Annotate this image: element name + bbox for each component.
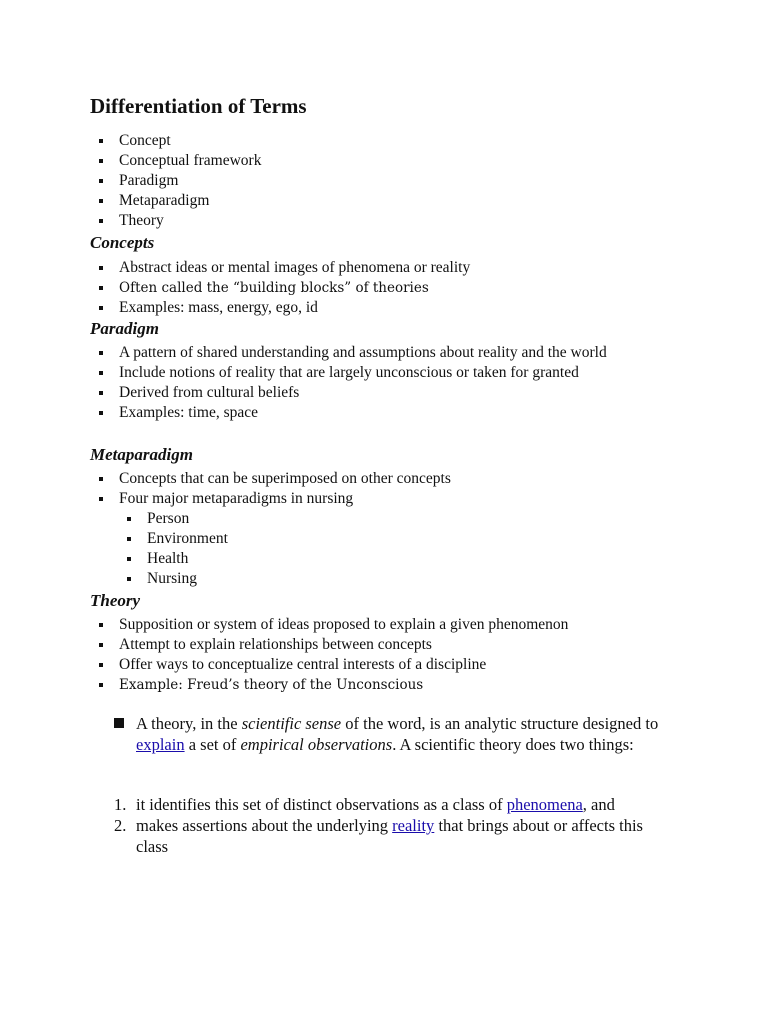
item-text-segment: makes assertions about the underlying xyxy=(136,816,393,835)
list-item: Nursing xyxy=(119,569,679,589)
page-title: Differentiation of Terms xyxy=(90,94,307,118)
square-bullet-icon xyxy=(114,718,124,728)
terms-list xyxy=(91,131,711,231)
list-item: Supposition or system of ideas proposed to explain a given phenomenon xyxy=(91,615,711,635)
paragraph-text-segment: a set of xyxy=(184,735,241,754)
emphasis-scientific-sense: scientific sense xyxy=(241,714,342,733)
concepts-heading: Concepts xyxy=(90,233,155,252)
theory-list xyxy=(91,615,711,695)
item-text-segment: that brings about or affects this class xyxy=(136,816,643,856)
list-item: Examples: mass, energy, ego, id xyxy=(91,298,711,318)
list-item: Conceptual framework xyxy=(91,151,711,171)
list-item: Concept xyxy=(91,131,711,151)
concepts-list xyxy=(91,258,711,318)
numbered-item xyxy=(114,815,679,857)
list-item: Theory xyxy=(91,211,711,231)
list-item: Paradigm xyxy=(91,171,711,191)
paragraph-text-segment: . A scientific theory does two things: xyxy=(392,735,634,754)
item-number: 1. xyxy=(114,795,127,814)
metaparadigm-list xyxy=(91,469,711,509)
list-item: Health xyxy=(119,549,679,569)
paradigm-heading: Paradigm xyxy=(90,319,159,338)
list-item: Derived from cultural beliefs xyxy=(91,383,711,403)
emphasis-empirical-observations: empirical observations xyxy=(240,735,393,754)
phenomena-link[interactable]: phenomena xyxy=(506,795,583,814)
list-item: Example: Freud’s theory of the Unconscious xyxy=(91,675,711,695)
item-text-segment: , and xyxy=(582,795,615,814)
list-item: A pattern of shared understanding and assumptions about reality and the world xyxy=(91,343,619,363)
numbered-item xyxy=(114,794,679,815)
metaparadigm-sublist xyxy=(119,509,679,589)
list-item: Attempt to explain relationships between concepts xyxy=(91,635,711,655)
list-item: Include notions of reality that are largely unconscious or taken for granted xyxy=(91,363,711,383)
list-item: Examples: time, space xyxy=(91,403,711,423)
paragraph-text-segment: A theory, in the xyxy=(136,714,242,733)
paragraph-text-segment: of the word, is an analytic structure designed to xyxy=(341,714,659,733)
list-item: Concepts that can be superimposed on other concepts xyxy=(91,469,711,489)
list-item: Person xyxy=(119,509,679,529)
list-item: Often called the “building blocks” of theories xyxy=(91,278,711,298)
numbered-list xyxy=(114,794,679,857)
metaparadigm-heading: Metaparadigm xyxy=(90,445,193,464)
list-item: Environment xyxy=(119,529,679,549)
theory-heading: Theory xyxy=(90,591,141,610)
list-item: Abstract ideas or mental images of phenomena or reality xyxy=(91,258,711,278)
paradigm-list xyxy=(91,343,711,423)
item-number: 2. xyxy=(114,816,127,835)
list-item: Metaparadigm xyxy=(91,191,711,211)
item-text-segment: it identifies this set of distinct observations as a class of xyxy=(136,795,507,814)
explain-link[interactable]: explain xyxy=(136,735,185,754)
list-item: Four major metaparadigms in nursing xyxy=(91,489,711,509)
paragraph-text xyxy=(136,713,679,755)
list-item: Offer ways to conceptualize central interests of a discipline xyxy=(91,655,711,675)
reality-link[interactable]: reality xyxy=(392,816,435,835)
theory-paragraph xyxy=(114,713,679,755)
